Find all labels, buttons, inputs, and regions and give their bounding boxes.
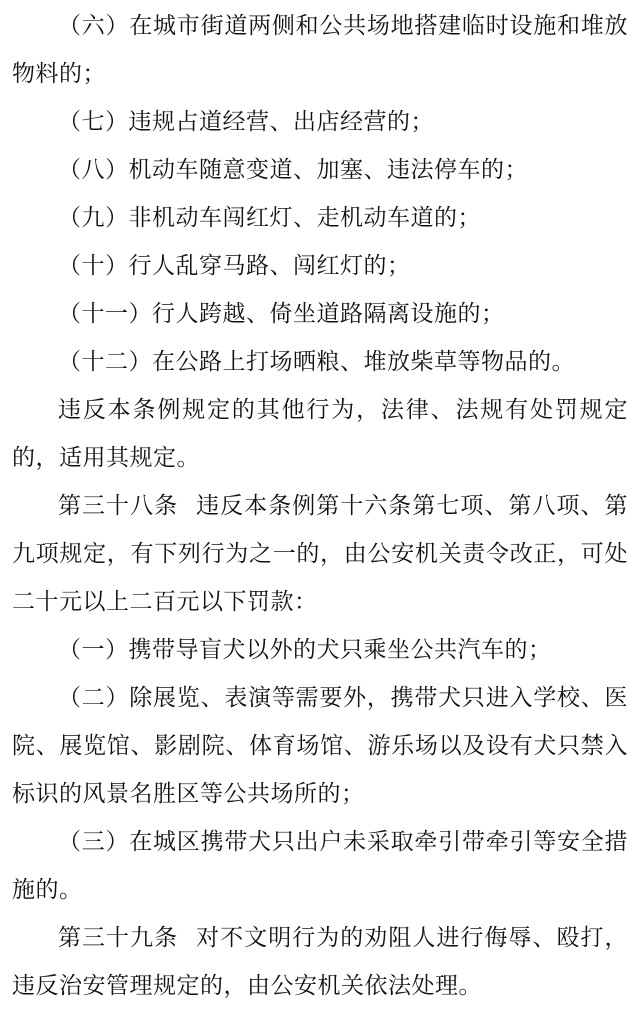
other-violations-paragraph: 违反本条例规定的其他行为，法律、法规有处罚规定的，适用其规定。 xyxy=(12,397,628,471)
article-38-paragraph xyxy=(12,482,628,626)
item-six: （六）在城市街道两侧和公共场地搭建临时设施和堆放物料的； xyxy=(12,13,628,87)
article-39-text: 对不文明行为的劝阻人进行侮辱、殴打，违反治安管理规定的，由公安机关依法处理。 xyxy=(12,925,629,999)
article-39-number: 第三十九条 xyxy=(58,925,179,951)
article-38-text: 违反本条例第十六条第七项、第八项、第九项规定，有下列行为之一的，由公安机关责令改正，可处二十元以上二百元以下罚款： xyxy=(12,493,629,615)
article-38-item-two: （二）除展览、表演等需要外，携带犬只进入学校、医院、展览馆、影剧院、体育场馆、游乐场以及设有犬只禁入标识的风景名胜区等公共场所的； xyxy=(12,685,628,807)
article-38-number: 第三十八条 xyxy=(58,493,179,519)
item-nine: （九）非机动车闯红灯、走机动车道的； xyxy=(58,205,481,231)
article-38-item-one: （一）携带导盲犬以外的犬只乘坐公共汽车的； xyxy=(58,637,552,663)
article-38-item-three: （三）在城区携带犬只出户未采取牵引带牵引等安全措施的。 xyxy=(12,829,628,903)
item-eleven: （十一）行人跨越、倚坐道路隔离设施的； xyxy=(58,301,505,327)
item-ten: （十）行人乱穿马路、闯红灯的； xyxy=(58,253,411,279)
item-seven: （七）违规占道经营、出店经营的； xyxy=(58,109,434,135)
article-39-paragraph xyxy=(12,914,628,1010)
item-eight: （八）机动车随意变道、加塞、违法停车的； xyxy=(58,157,528,183)
item-twelve: （十二）在公路上打场晒粮、堆放柴草等物品的。 xyxy=(58,349,575,375)
